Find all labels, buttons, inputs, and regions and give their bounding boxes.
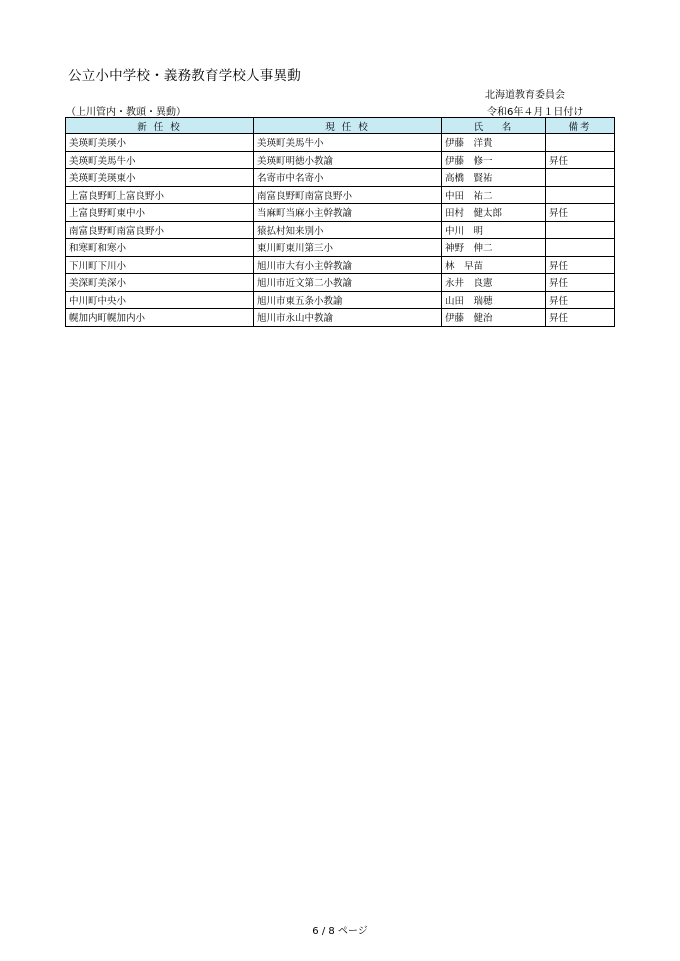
new-school-cell: 中川町中央小 (66, 291, 254, 309)
issuing-organization: 北海道教育委員会 (485, 90, 565, 101)
name-cell: 高橋 賢祐 (442, 169, 546, 187)
remarks-cell: 昇任 (546, 256, 615, 274)
name-cell: 伊藤 修一 (442, 151, 546, 169)
current-school-cell: 美瑛町美馬牛小 (254, 134, 442, 152)
new-school-cell: 美深町美深小 (66, 274, 254, 292)
table-row (66, 204, 615, 222)
table-row (66, 221, 615, 239)
new-school-cell: 美瑛町美瑛小 (66, 134, 254, 152)
table-row (66, 134, 615, 152)
current-school-cell: 美瑛町明徳小教諭 (254, 151, 442, 169)
current-school-cell: 東川町東川第三小 (254, 239, 442, 257)
table-row (66, 256, 615, 274)
table-row (66, 309, 615, 327)
new-school-cell: 美瑛町美瑛東小 (66, 169, 254, 187)
remarks-cell (546, 186, 615, 204)
remarks-cell (546, 239, 615, 257)
header-name: 氏 名 (442, 118, 546, 134)
header-current-school: 現 任 校 (254, 118, 442, 134)
current-school-cell: 南富良野町南富良野小 (254, 186, 442, 204)
remarks-cell: 昇任 (546, 309, 615, 327)
table-row (66, 239, 615, 257)
effective-date: 令和6年４月１日付け (487, 107, 584, 118)
new-school-cell: 上富良野町東中小 (66, 204, 254, 222)
name-cell: 永井 良憲 (442, 274, 546, 292)
remarks-cell: 昇任 (546, 274, 615, 292)
name-cell: 伊藤 洋貴 (442, 134, 546, 152)
table-header-row (66, 118, 615, 134)
remarks-cell (546, 169, 615, 187)
current-school-cell: 旭川市永山中教諭 (254, 309, 442, 327)
page-number: 6 / 8 ページ (312, 926, 368, 937)
remarks-cell (546, 134, 615, 152)
remarks-cell (546, 221, 615, 239)
name-cell: 田村 健太郎 (442, 204, 546, 222)
section-subtitle: （上川管内・教頭・異動） (66, 107, 186, 118)
header-remarks: 備考 (546, 118, 615, 134)
current-school-cell: 名寄市中名寄小 (254, 169, 442, 187)
remarks-cell: 昇任 (546, 291, 615, 309)
table-row (66, 169, 615, 187)
new-school-cell: 上富良野町上富良野小 (66, 186, 254, 204)
new-school-cell: 幌加内町幌加内小 (66, 309, 254, 327)
current-school-cell: 旭川市東五条小教諭 (254, 291, 442, 309)
name-cell: 中田 祐二 (442, 186, 546, 204)
name-cell: 中川 明 (442, 221, 546, 239)
table-row (66, 151, 615, 169)
table-row (66, 291, 615, 309)
remarks-cell: 昇任 (546, 204, 615, 222)
page-title: 公立小中学校・義務教育学校人事異動 (68, 68, 301, 84)
current-school-cell: 猿払村知来別小 (254, 221, 442, 239)
new-school-cell: 和寒町和寒小 (66, 239, 254, 257)
name-cell: 伊藤 健治 (442, 309, 546, 327)
new-school-cell: 南富良野町南富良野小 (66, 221, 254, 239)
table-row (66, 274, 615, 292)
current-school-cell: 旭川市近文第二小教諭 (254, 274, 442, 292)
name-cell: 林 早苗 (442, 256, 546, 274)
remarks-cell: 昇任 (546, 151, 615, 169)
new-school-cell: 下川町下川小 (66, 256, 254, 274)
name-cell: 神野 伸二 (442, 239, 546, 257)
table-row (66, 186, 615, 204)
current-school-cell: 当麻町当麻小主幹教諭 (254, 204, 442, 222)
personnel-table (65, 117, 615, 327)
current-school-cell: 旭川市大有小主幹教諭 (254, 256, 442, 274)
new-school-cell: 美瑛町美馬牛小 (66, 151, 254, 169)
name-cell: 山田 瑞穂 (442, 291, 546, 309)
header-new-school: 新 任 校 (66, 118, 254, 134)
